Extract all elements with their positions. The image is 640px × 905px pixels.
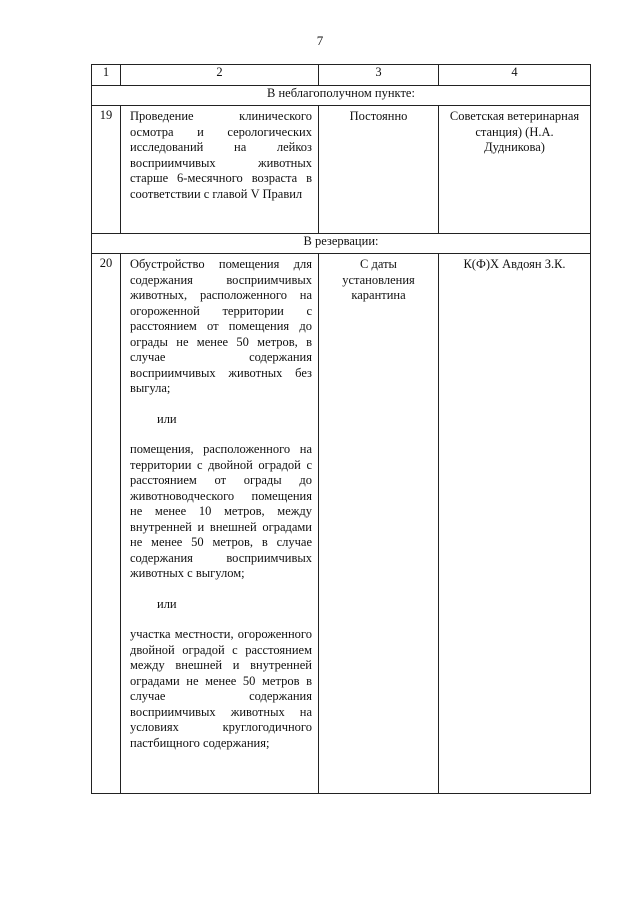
measure-term: Постоянно [319,106,439,234]
measure-paragraph: помещения, расположенного на территории с двойной оградой с расстоянием от ограды до животноводческого помещения не менее 10 метров, между внутренней и внешней оградами не менее 50 метров, в случае содержания восприимчивых животных с выгулом; [130,442,312,580]
section-title-reservation: В резервации: [92,234,591,254]
table-row [92,106,591,234]
page-number: 7 [316,33,324,48]
measure-responsible: К(Ф)Х Авдоян З.К. [439,254,591,794]
measure-or-separator: или [157,411,177,426]
table-header-row [92,65,591,86]
measure-term: С даты установления карантина [319,254,439,794]
header-col-3: 3 [319,65,439,86]
row-number: 20 [92,254,121,794]
section-row [92,234,591,254]
measure-description [121,254,319,794]
table-row [92,254,591,794]
header-col-4: 4 [439,65,591,86]
header-col-2: 2 [121,65,319,86]
measures-table [91,64,591,794]
measure-description: Проведение клинического осмотра и серологических исследований на лейкоз восприимчивых животных старше 6-месячного возраста в соответствии с главой V Правил [121,106,319,234]
header-col-1: 1 [92,65,121,86]
measure-paragraph: участка местности, огороженного двойной оградой с расстоянием между внешней и внутренней оградами не менее 50 метров в случае содержания восприимчивых животных на условиях круглогодичного пастбищного содержания; [130,627,312,750]
measure-responsible: Советская ветеринарная станция) (Н.А. Дудникова) [439,106,591,234]
section-row [92,86,591,106]
measure-or-separator: или [157,596,177,611]
measure-paragraph: Обустройство помещения для содержания восприимчивых животных, расположенного на огороженной территории с расстоянием от помещения до ограды не менее 50 метров, в случае содержания восприимчивых животных без выгула; [130,257,312,395]
row-number: 19 [92,106,121,234]
section-title-unfavorable-point: В неблагополучном пункте: [92,86,591,106]
